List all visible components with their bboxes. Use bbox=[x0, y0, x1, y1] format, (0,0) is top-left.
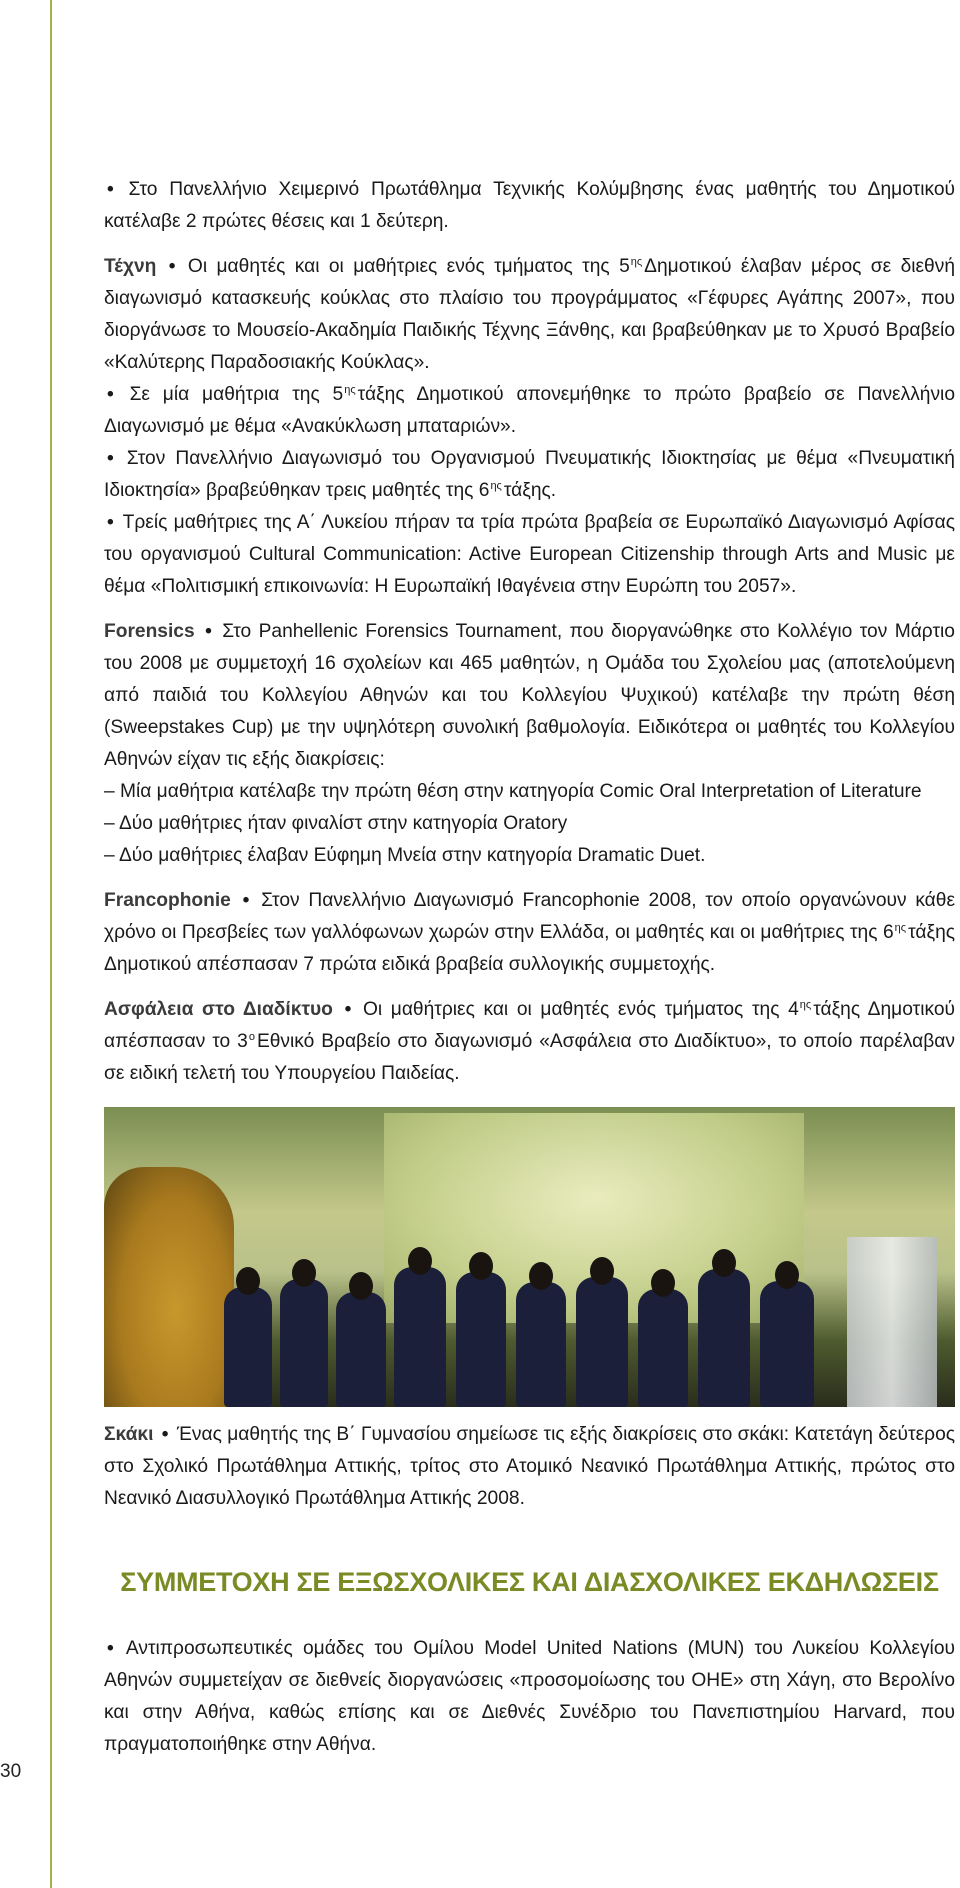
student-head bbox=[775, 1261, 799, 1289]
forensics-label: Forensics bbox=[104, 621, 195, 642]
student-head bbox=[349, 1272, 373, 1300]
forensics-text: Στο Panhellenic Forensics Tournament, που διοργανώθηκε στο Κολλέγιο τον Μάρτιο του 2008 με συμμετοχή 16 σχολείων και 465 μαθητών, η Ομάδα του Σχολείου μας (αποτελούμενη από παιδιά του Κολλεγίου Αθηνών και του Κολλεγίου Ψυχικού) κατέλαβε την πρώτη θέση (Sweepstakes Cup) με την υψηλότερη συνολική βαθμολογία. Ειδικότερα οι μαθητές του Κολλεγίου Αθηνών είχαν τις εξής διακρίσεις: bbox=[104, 621, 955, 770]
page-content bbox=[104, 174, 955, 1761]
francophonie-paragraph bbox=[104, 885, 955, 981]
student-head bbox=[469, 1252, 493, 1280]
student-figure bbox=[760, 1281, 814, 1407]
bullet: • bbox=[344, 999, 352, 1020]
student-figure bbox=[336, 1292, 386, 1407]
ordinal-suffix: ης bbox=[799, 999, 812, 1011]
internet-safety-paragraph bbox=[104, 994, 955, 1090]
art-label: Τέχνη bbox=[104, 256, 157, 277]
award-ceremony-photo bbox=[104, 1107, 955, 1407]
ordinal-suffix: ης bbox=[894, 922, 907, 934]
bullet: • bbox=[107, 384, 114, 405]
art-text-1b: Δημοτικού έλαβαν μέρος σε διεθνή διαγωνισμό κατασκευής κούκλας στο πλαίσιο του προγράμματος «Γέφυρες Αγάπης 2007», που διοργάνωσε το Μουσείο-Ακαδημία Παιδικής Τέχνης Ξάνθης, και βραβεύθηκαν με το Χρυσό Βραβείο «Καλύτερης Παραδοσιακής Κούκλας». bbox=[104, 256, 955, 373]
chess-paragraph bbox=[104, 1419, 955, 1515]
ordinal-suffix: ο bbox=[248, 1031, 255, 1043]
student-head bbox=[236, 1267, 260, 1295]
bullet: • bbox=[107, 1638, 114, 1659]
bullet: • bbox=[107, 179, 114, 200]
forensics-item: – Μία μαθήτρια κατέλαβε την πρώτη θέση στην κατηγορία Comic Oral Interpretation of Literature bbox=[104, 781, 922, 802]
chess-label: Σκάκι bbox=[104, 1424, 154, 1445]
mun-text: Αντιπροσωπευτικές ομάδες του Ομίλου Model United Nations (MUN) του Λυκείου Κολλεγίου Αθηνών συμμετείχαν σε διεθνείς διοργανώσεις «προσομοίωσης του ΟΗΕ» στη Χάγη, στο Βερολίνο και στην Αθήνα, καθώς επίσης και σε Διεθνές Συνέδριο του Πανεπιστημίου Harvard, που πραγματοποιήθηκε στην Αθήνα. bbox=[104, 1638, 955, 1755]
francophonie-text-b: τάξης Δημοτικού απέσπασαν 7 πρώτα ειδικά βραβεία συλλογικής συμμετοχής. bbox=[104, 922, 955, 975]
student-figure bbox=[280, 1279, 328, 1407]
bullet: • bbox=[242, 890, 250, 911]
students-group bbox=[224, 1227, 824, 1407]
podium bbox=[847, 1237, 937, 1407]
student-figure bbox=[224, 1287, 272, 1407]
forensics-item: – Δύο μαθήτριες ήταν φιναλίστ στην κατηγορία Oratory bbox=[104, 813, 568, 834]
internet-safety-text-a: Οι μαθήτριες και οι μαθητές ενός τμήματος της 4 bbox=[362, 999, 799, 1020]
section-heading: ΣΥΜΜΕΤΟΧΗ ΣΕ ΕΞΩΣΧΟΛΙΚΕΣ ΚΑΙ ΔΙΑΣΧΟΛΙΚΕΣ ΕΚΔΗΛΩΣΕΙΣ bbox=[120, 1567, 939, 1597]
student-figure bbox=[638, 1289, 688, 1407]
bullet: • bbox=[168, 256, 176, 277]
art-text-1a: Οι μαθητές και οι μαθήτριες ενός τμήματος της 5 bbox=[187, 256, 630, 277]
internet-safety-text-c: Εθνικό Βραβείο στο διαγωνισμό «Ασφάλεια στο Διαδίκτυο», το οποίο παρέλαβαν σε ειδική τελετή του Υπουργείου Παιδείας. bbox=[104, 1031, 955, 1084]
art-text-3b: τάξης. bbox=[503, 480, 557, 501]
page-number: 30 bbox=[0, 1761, 22, 1782]
intro-paragraph bbox=[104, 174, 955, 238]
ordinal-suffix: ης bbox=[630, 256, 643, 268]
student-figure bbox=[576, 1277, 628, 1407]
art-text-2b: τάξης Δημοτικού απονεμήθηκε το πρώτο βραβείο σε Πανελλήνιο Διαγωνισμό με θέμα «Ανακύκλωση μπαταριών». bbox=[104, 384, 955, 437]
ordinal-suffix: ης bbox=[344, 384, 356, 396]
mun-paragraph bbox=[104, 1633, 955, 1761]
internet-safety-text-b: τάξης Δημοτικού απέσπασαν το 3 bbox=[104, 999, 955, 1052]
bullet: • bbox=[205, 621, 212, 642]
art-text-2a: Σε μία μαθήτρια της 5 bbox=[129, 384, 344, 405]
internet-safety-label: Ασφάλεια στο Διαδίκτυο bbox=[104, 999, 333, 1020]
student-figure bbox=[516, 1282, 566, 1407]
student-head bbox=[651, 1269, 675, 1297]
francophonie-label: Francophonie bbox=[104, 890, 231, 911]
student-head bbox=[712, 1249, 736, 1277]
art-bullet-3 bbox=[104, 443, 955, 507]
student-head bbox=[292, 1259, 316, 1287]
left-margin-rule bbox=[50, 0, 52, 1888]
student-figure bbox=[698, 1269, 750, 1407]
student-head bbox=[529, 1262, 553, 1290]
intro-text: Στο Πανελλήνιο Χειμερινό Πρωτάθλημα Τεχνικής Κολύμβησης ένας μαθητής του Δημοτικού κατέλαβε 2 πρώτες θέσεις και 1 δεύτερη. bbox=[104, 179, 955, 232]
chess-text: Ένας μαθητής της Β΄ Γυμνασίου σημείωσε τις εξής διακρίσεις στο σκάκι: Κατετάγη δεύτερος στο Σχολικό Πρωτάθλημα Αττικής, τρίτος στο Ατομικό Νεανικό Πρωτάθλημα Αττικής, πρώτος στο Νεανικό Διασυλλογικό Πρωτάθλημα Αττικής 2008. bbox=[104, 1424, 956, 1509]
art-bullet-4 bbox=[104, 507, 955, 603]
student-figure bbox=[394, 1267, 446, 1407]
photographer-figure bbox=[104, 1167, 234, 1407]
bullet: • bbox=[107, 448, 114, 469]
student-figure bbox=[456, 1272, 506, 1407]
art-text-3a: Στον Πανελλήνιο Διαγωνισμό του Οργανισμού Πνευματικής Ιδιοκτησίας με θέμα «Πνευματική Ιδιοκτησία» βραβεύθηκαν τρεις μαθητές της 6 bbox=[104, 448, 955, 501]
francophonie-text-a: Στον Πανελλήνιο Διαγωνισμό Francophonie 2008, τον οποίο οργανώνουν κάθε χρόνο οι Πρεσβείες των γαλλόφωνων χωρών στην Ελλάδα, οι μαθητές και οι μαθήτριες της 6 bbox=[104, 890, 956, 943]
art-paragraph bbox=[104, 251, 955, 379]
forensics-paragraph bbox=[104, 616, 955, 776]
forensics-item: – Δύο μαθήτριες έλαβαν Εύφημη Μνεία στην κατηγορία Dramatic Duet. bbox=[104, 845, 706, 866]
student-head bbox=[590, 1257, 614, 1285]
bullet: • bbox=[161, 1424, 169, 1445]
student-head bbox=[408, 1247, 432, 1275]
ordinal-suffix: ης bbox=[490, 480, 502, 492]
art-text-4: Τρείς μαθήτριες της Α΄ Λυκείου πήραν τα τρία πρώτα βραβεία σε Ευρωπαϊκό Διαγωνισμό Αφίσας του οργανισμού Cultural Communication: Active European Citizenship through Arts and Music με θέμα «Πολιτισμική επικοινωνία: Η Ευρωπαϊκή Ιθαγένεια στην Ευρώπη του 2057». bbox=[104, 512, 956, 597]
bullet: • bbox=[107, 512, 114, 533]
art-bullet-2 bbox=[104, 379, 955, 443]
